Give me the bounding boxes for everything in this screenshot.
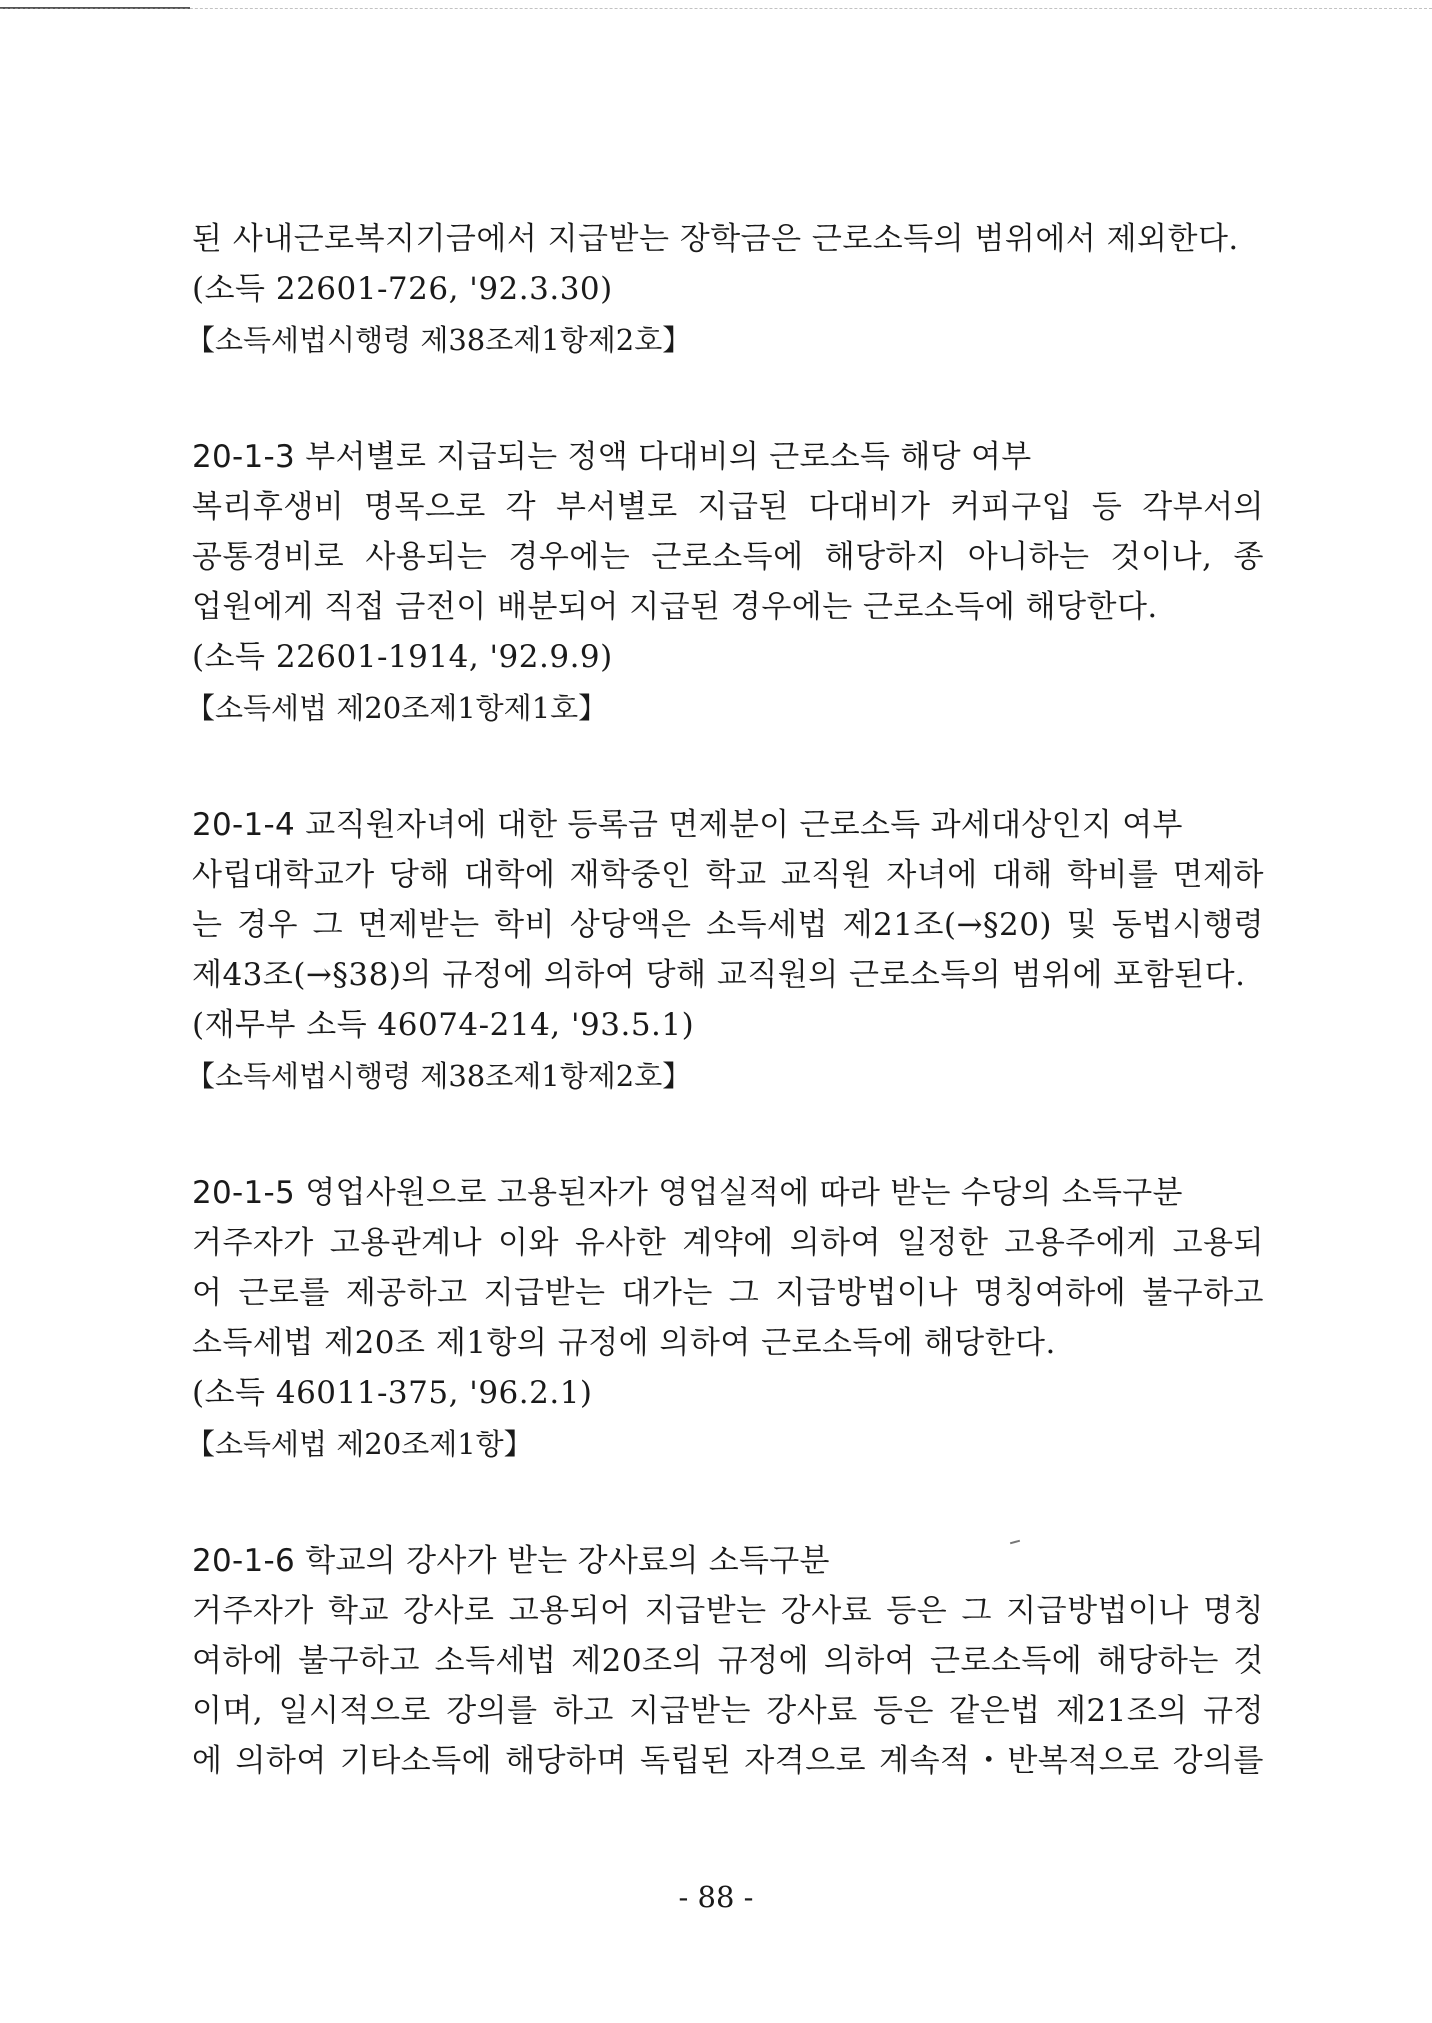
body-line: 사립대학교가 당해 대학에 재학중인 학교 교직원 자녀에 대해 학비를 면제하: [192, 857, 1264, 893]
law-reference: 【소득세법 제20조제1항】: [186, 1427, 533, 1461]
reference-citation: (소득 46011-375, '96.2.1): [192, 1375, 593, 1411]
document-body: [186, 214, 1264, 1786]
section-20-1-4: [186, 800, 1264, 1102]
body-line: 복리후생비 명목으로 각 부서별로 지급된 다대비가 커피구입 등 각부서의: [192, 489, 1264, 525]
section-heading: 20-1-4 교직원자녀에 대한 등록금 면제분이 근로소득 과세대상인지 여부: [192, 807, 1183, 843]
reference-citation: (재무부 소득 46074-214, '93.5.1): [192, 1007, 695, 1043]
law-reference: 【소득세법시행령 제38조제1항제2호】: [186, 1059, 692, 1093]
body-line: 어 근로를 제공하고 지급받는 대가는 그 지급방법이나 명칭여하에 불구하고: [192, 1275, 1264, 1311]
section-heading: 20-1-3 부서별로 지급되는 정액 다대비의 근로소득 해당 여부: [192, 439, 1032, 475]
section-20-1-3: [186, 432, 1264, 734]
body-line: 된 사내근로복지기금에서 지급받는 장학금은 근로소득의 범위에서 제외한다.: [192, 221, 1239, 257]
section-continuation: [186, 214, 1264, 366]
section-heading: 20-1-6 학교의 강사가 받는 강사료의 소득구분: [192, 1543, 830, 1579]
section-heading: 20-1-5 영업사원으로 고용된자가 영업실적에 따라 받는 수당의 소득구분: [192, 1175, 1183, 1211]
body-line: 업원에게 직접 금전이 배분되어 지급된 경우에는 근로소득에 해당한다.: [192, 589, 1158, 625]
law-reference: 【소득세법시행령 제38조제1항제2호】: [186, 323, 692, 357]
section-20-1-6: [192, 1536, 1264, 1786]
body-line: 는 경우 그 면제받는 학비 상당액은 소득세법 제21조(→§20) 및 동법시행령: [192, 907, 1264, 943]
body-line: 소득세법 제20조 제1항의 규정에 의하여 근로소득에 해당한다.: [192, 1325, 1056, 1361]
reference-citation: (소득 22601-1914, '92.9.9): [192, 639, 613, 675]
body-line: 이며, 일시적으로 강의를 하고 지급받는 강사료 등은 같은법 제21조의 규정: [192, 1693, 1264, 1729]
body-line: 여하에 불구하고 소득세법 제20조의 규정에 의하여 근로소득에 해당하는 것: [192, 1643, 1264, 1679]
scan-artifact-dashes: [0, 8, 1432, 9]
body-line: 에 의하여 기타소득에 해당하며 독립된 자격으로 계속적・반복적으로 강의를: [192, 1743, 1264, 1779]
body-line: 거주자가 학교 강사로 고용되어 지급받는 강사료 등은 그 지급방법이나 명칭: [192, 1593, 1264, 1629]
body-line: 제43조(→§38)의 규정에 의하여 당해 교직원의 근로소득의 범위에 포함된다.: [192, 957, 1246, 993]
body-line: 공통경비로 사용되는 경우에는 근로소득에 해당하지 아니하는 것이나, 종: [192, 539, 1264, 575]
body-line: 거주자가 고용관계나 이와 유사한 계약에 의하여 일정한 고용주에게 고용되: [192, 1225, 1264, 1261]
section-20-1-5: [186, 1168, 1264, 1470]
law-reference: 【소득세법 제20조제1항제1호】: [186, 691, 608, 725]
page-number: - 88 -: [678, 1880, 754, 1914]
reference-citation: (소득 22601-726, '92.3.30): [192, 271, 613, 307]
